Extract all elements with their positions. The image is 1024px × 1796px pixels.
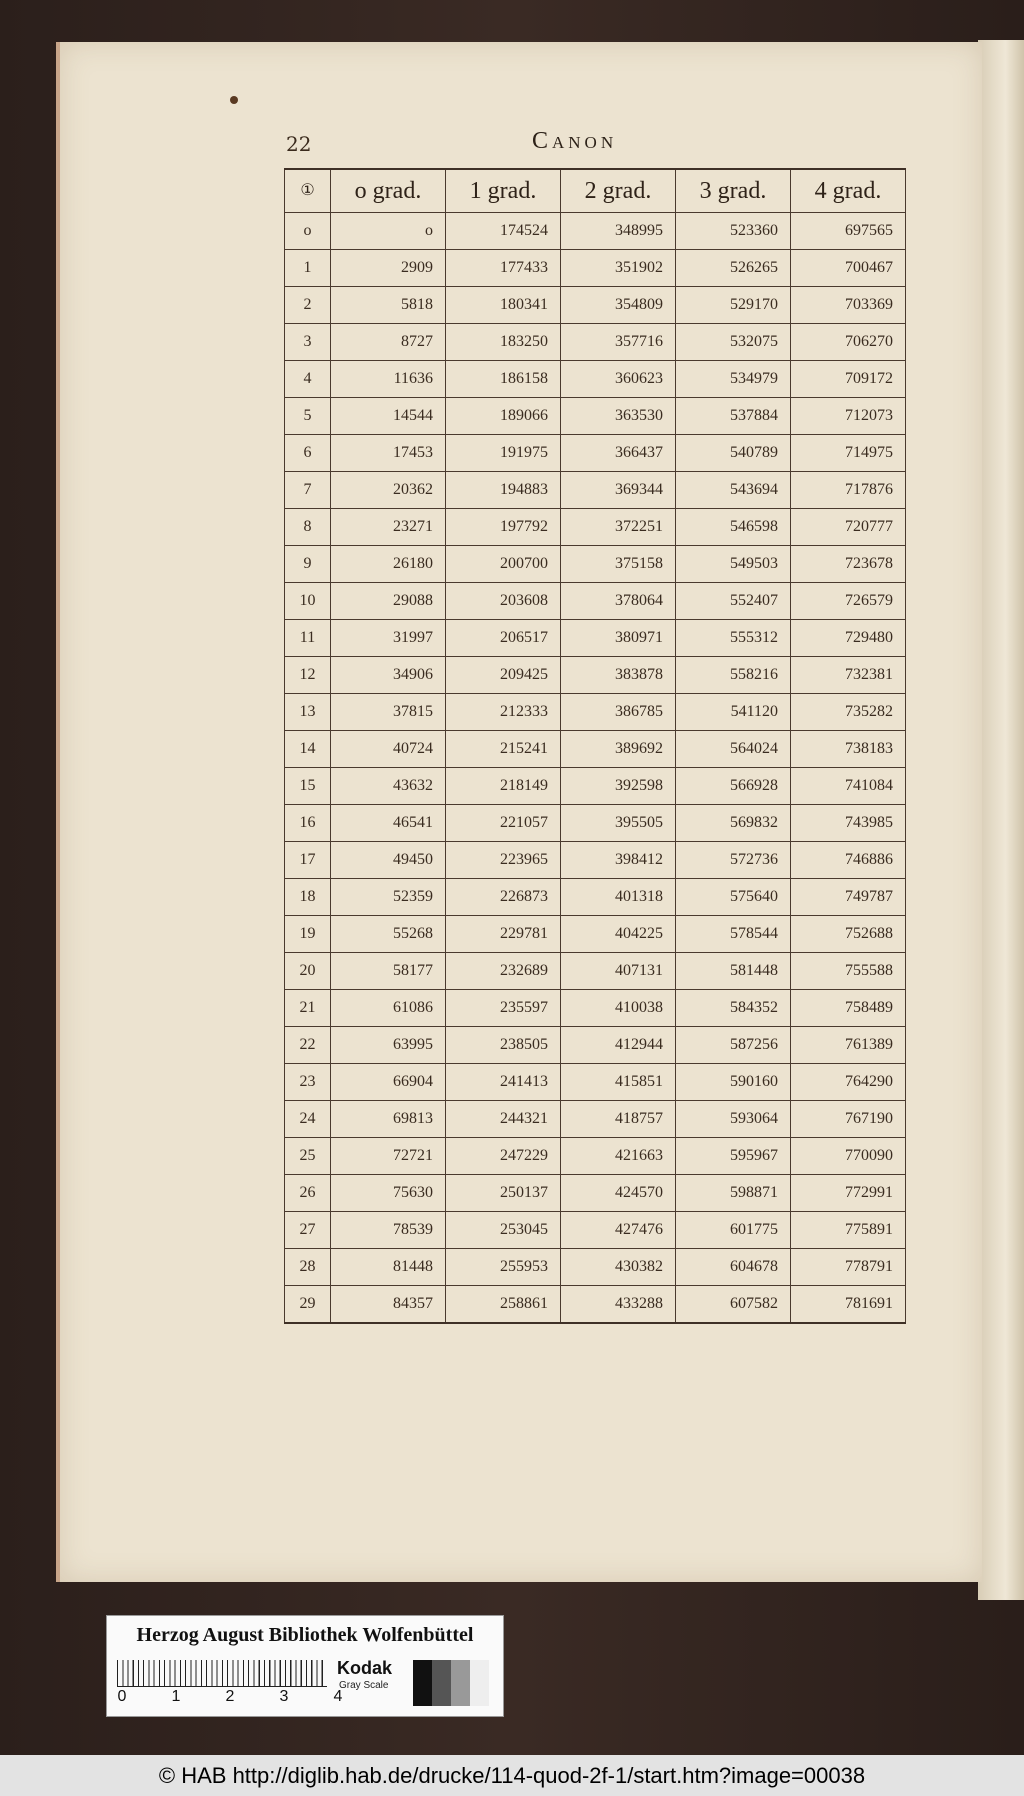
value-cell: 415851 xyxy=(561,1064,676,1101)
minute-cell: 13 xyxy=(285,694,331,731)
value-cell: 11636 xyxy=(331,361,446,398)
value-cell: 767190 xyxy=(791,1101,906,1138)
value-cell: 357716 xyxy=(561,324,676,361)
value-cell: 380971 xyxy=(561,620,676,657)
value-cell: 58177 xyxy=(331,953,446,990)
value-cell: 34906 xyxy=(331,657,446,694)
table-row xyxy=(285,990,906,1027)
table-row xyxy=(285,583,906,620)
value-cell: 186158 xyxy=(446,361,561,398)
ruler-number: 1 xyxy=(171,1688,181,1705)
table-row xyxy=(285,805,906,842)
value-cell: 215241 xyxy=(446,731,561,768)
value-cell: 63995 xyxy=(331,1027,446,1064)
value-cell: 354809 xyxy=(561,287,676,324)
value-cell: 49450 xyxy=(331,842,446,879)
value-cell: 389692 xyxy=(561,731,676,768)
table-row xyxy=(285,250,906,287)
minute-cell: 1 xyxy=(285,250,331,287)
minute-cell: 21 xyxy=(285,990,331,1027)
value-cell: 537884 xyxy=(676,398,791,435)
value-cell: 197792 xyxy=(446,509,561,546)
gray-scale-label: Gray Scale xyxy=(339,1680,389,1691)
value-cell: 421663 xyxy=(561,1138,676,1175)
minute-cell: 22 xyxy=(285,1027,331,1064)
ruler-number: 4 xyxy=(333,1688,343,1705)
value-cell: 183250 xyxy=(446,324,561,361)
value-cell: 398412 xyxy=(561,842,676,879)
column-header: 4 grad. xyxy=(791,169,906,213)
value-cell: 572736 xyxy=(676,842,791,879)
value-cell: 709172 xyxy=(791,361,906,398)
value-cell: 584352 xyxy=(676,990,791,1027)
running-title: Canon xyxy=(532,128,618,154)
value-cell: 772991 xyxy=(791,1175,906,1212)
value-cell: 781691 xyxy=(791,1286,906,1324)
value-cell: 378064 xyxy=(561,583,676,620)
table-row xyxy=(285,213,906,250)
value-cell: 401318 xyxy=(561,879,676,916)
value-cell: 549503 xyxy=(676,546,791,583)
minute-cell: 25 xyxy=(285,1138,331,1175)
value-cell: 258861 xyxy=(446,1286,561,1324)
value-cell: 209425 xyxy=(446,657,561,694)
value-cell: 348995 xyxy=(561,213,676,250)
value-cell: 526265 xyxy=(676,250,791,287)
value-cell: 366437 xyxy=(561,435,676,472)
minute-cell: 14 xyxy=(285,731,331,768)
table-row xyxy=(285,620,906,657)
value-cell: 78539 xyxy=(331,1212,446,1249)
ruler-number: 2 xyxy=(225,1688,235,1705)
kodak-logo: Kodak xyxy=(337,1658,393,1678)
value-cell: 20362 xyxy=(331,472,446,509)
value-cell: 180341 xyxy=(446,287,561,324)
column-header: 1 grad. xyxy=(446,169,561,213)
column-header: 2 grad. xyxy=(561,169,676,213)
table-row xyxy=(285,1138,906,1175)
minute-cell: 18 xyxy=(285,879,331,916)
value-cell: 752688 xyxy=(791,916,906,953)
value-cell: 746886 xyxy=(791,842,906,879)
minute-cell: 9 xyxy=(285,546,331,583)
value-cell: 424570 xyxy=(561,1175,676,1212)
value-cell: 37815 xyxy=(331,694,446,731)
table-row xyxy=(285,435,906,472)
value-cell: 601775 xyxy=(676,1212,791,1249)
value-cell: 726579 xyxy=(791,583,906,620)
value-cell: 351902 xyxy=(561,250,676,287)
value-cell: 72721 xyxy=(331,1138,446,1175)
value-cell: 764290 xyxy=(791,1064,906,1101)
minute-cell: 28 xyxy=(285,1249,331,1286)
minute-cell: 5 xyxy=(285,398,331,435)
value-cell: 203608 xyxy=(446,583,561,620)
value-cell: 703369 xyxy=(791,287,906,324)
value-cell: 541120 xyxy=(676,694,791,731)
minute-cell: 20 xyxy=(285,953,331,990)
table-row xyxy=(285,509,906,546)
table-row xyxy=(285,1286,906,1324)
value-cell: 229781 xyxy=(446,916,561,953)
footer-bar xyxy=(0,1755,1024,1796)
minute-cell: 2 xyxy=(285,287,331,324)
value-cell: 52359 xyxy=(331,879,446,916)
value-cell: 604678 xyxy=(676,1249,791,1286)
ruler-number: 0 xyxy=(117,1688,127,1705)
table-row xyxy=(285,694,906,731)
value-cell: 404225 xyxy=(561,916,676,953)
minute-cell: 7 xyxy=(285,472,331,509)
table-body xyxy=(285,213,906,1324)
value-cell: 697565 xyxy=(791,213,906,250)
value-cell: 177433 xyxy=(446,250,561,287)
value-cell: 523360 xyxy=(676,213,791,250)
value-cell: 386785 xyxy=(561,694,676,731)
value-cell: 430382 xyxy=(561,1249,676,1286)
value-cell: 232689 xyxy=(446,953,561,990)
value-cell: 410038 xyxy=(561,990,676,1027)
minute-cell: 29 xyxy=(285,1286,331,1324)
minute-cell: 26 xyxy=(285,1175,331,1212)
value-cell: 81448 xyxy=(331,1249,446,1286)
value-cell: 749787 xyxy=(791,879,906,916)
table-row xyxy=(285,472,906,509)
library-name: Herzog August Bibliothek Wolfenbüttel xyxy=(136,1624,474,1646)
minute-cell: 17 xyxy=(285,842,331,879)
value-cell: 221057 xyxy=(446,805,561,842)
table-row xyxy=(285,287,906,324)
value-cell: 226873 xyxy=(446,879,561,916)
value-cell: 706270 xyxy=(791,324,906,361)
value-cell: 194883 xyxy=(446,472,561,509)
minute-cell: 24 xyxy=(285,1101,331,1138)
table-row xyxy=(285,879,906,916)
table-row xyxy=(285,398,906,435)
value-cell: 43632 xyxy=(331,768,446,805)
value-cell: 5818 xyxy=(331,287,446,324)
minute-cell: 16 xyxy=(285,805,331,842)
value-cell: 720777 xyxy=(791,509,906,546)
value-cell: 755588 xyxy=(791,953,906,990)
value-cell: 372251 xyxy=(561,509,676,546)
value-cell: 247229 xyxy=(446,1138,561,1175)
value-cell: 595967 xyxy=(676,1138,791,1175)
value-cell: 738183 xyxy=(791,731,906,768)
value-cell: 587256 xyxy=(676,1027,791,1064)
value-cell: 383878 xyxy=(561,657,676,694)
value-cell: 758489 xyxy=(791,990,906,1027)
value-cell: 223965 xyxy=(446,842,561,879)
ruler-numbers xyxy=(115,1688,345,1706)
value-cell: 55268 xyxy=(331,916,446,953)
canon-table xyxy=(284,168,906,1324)
value-cell: 191975 xyxy=(446,435,561,472)
value-cell: 26180 xyxy=(331,546,446,583)
value-cell: 546598 xyxy=(676,509,791,546)
value-cell: 578544 xyxy=(676,916,791,953)
value-cell: 200700 xyxy=(446,546,561,583)
ink-spot xyxy=(230,96,238,104)
minute-cell: 3 xyxy=(285,324,331,361)
value-cell: 212333 xyxy=(446,694,561,731)
gray-patches xyxy=(413,1660,489,1706)
minute-cell: 19 xyxy=(285,916,331,953)
column-header: o grad. xyxy=(331,169,446,213)
value-cell: 593064 xyxy=(676,1101,791,1138)
value-cell: 29088 xyxy=(331,583,446,620)
minute-cell: o xyxy=(285,213,331,250)
table-row xyxy=(285,1175,906,1212)
value-cell: 206517 xyxy=(446,620,561,657)
value-cell: 255953 xyxy=(446,1249,561,1286)
value-cell: 23271 xyxy=(331,509,446,546)
minute-cell: 4 xyxy=(285,361,331,398)
value-cell: 735282 xyxy=(791,694,906,731)
minute-cell: 27 xyxy=(285,1212,331,1249)
value-cell: 84357 xyxy=(331,1286,446,1324)
value-cell: 61086 xyxy=(331,990,446,1027)
ruler-number: 3 xyxy=(279,1688,289,1705)
value-cell: 598871 xyxy=(676,1175,791,1212)
value-cell: 732381 xyxy=(791,657,906,694)
value-cell: o xyxy=(331,213,446,250)
value-cell: 250137 xyxy=(446,1175,561,1212)
value-cell: 575640 xyxy=(676,879,791,916)
table-row xyxy=(285,1027,906,1064)
color-calibration-card xyxy=(106,1615,504,1717)
value-cell: 218149 xyxy=(446,768,561,805)
value-cell: 31997 xyxy=(331,620,446,657)
value-cell: 253045 xyxy=(446,1212,561,1249)
minute-cell: 8 xyxy=(285,509,331,546)
value-cell: 238505 xyxy=(446,1027,561,1064)
value-cell: 534979 xyxy=(676,361,791,398)
value-cell: 532075 xyxy=(676,324,791,361)
value-cell: 235597 xyxy=(446,990,561,1027)
minute-cell: 23 xyxy=(285,1064,331,1101)
value-cell: 729480 xyxy=(791,620,906,657)
copyright-credit: © HAB http://diglib.hab.de/drucke/114-quod-2f-1/start.htm?image=00038 xyxy=(158,1762,866,1788)
table-row xyxy=(285,916,906,953)
value-cell: 775891 xyxy=(791,1212,906,1249)
value-cell: 743985 xyxy=(791,805,906,842)
sine-table xyxy=(284,168,906,1324)
minute-cell: 12 xyxy=(285,657,331,694)
value-cell: 363530 xyxy=(561,398,676,435)
value-cell: 555312 xyxy=(676,620,791,657)
table-row xyxy=(285,1212,906,1249)
table-row xyxy=(285,546,906,583)
value-cell: 14544 xyxy=(331,398,446,435)
value-cell: 407131 xyxy=(561,953,676,990)
scale-ruler xyxy=(117,1660,327,1687)
table-row xyxy=(285,324,906,361)
value-cell: 700467 xyxy=(791,250,906,287)
table-row xyxy=(285,657,906,694)
value-cell: 69813 xyxy=(331,1101,446,1138)
value-cell: 244321 xyxy=(446,1101,561,1138)
value-cell: 241413 xyxy=(446,1064,561,1101)
value-cell: 418757 xyxy=(561,1101,676,1138)
value-cell: 543694 xyxy=(676,472,791,509)
facing-page-edge xyxy=(978,40,1024,1600)
value-cell: 427476 xyxy=(561,1212,676,1249)
minute-cell: 10 xyxy=(285,583,331,620)
minute-cell: 6 xyxy=(285,435,331,472)
value-cell: 566928 xyxy=(676,768,791,805)
value-cell: 558216 xyxy=(676,657,791,694)
value-cell: 369344 xyxy=(561,472,676,509)
value-cell: 360623 xyxy=(561,361,676,398)
table-row xyxy=(285,1101,906,1138)
value-cell: 778791 xyxy=(791,1249,906,1286)
value-cell: 552407 xyxy=(676,583,791,620)
table-row xyxy=(285,953,906,990)
value-cell: 590160 xyxy=(676,1064,791,1101)
table-row xyxy=(285,768,906,805)
table-row xyxy=(285,1064,906,1101)
value-cell: 433288 xyxy=(561,1286,676,1324)
corner-symbol: ① xyxy=(285,169,331,213)
value-cell: 529170 xyxy=(676,287,791,324)
table-header-row xyxy=(285,169,906,213)
column-header: 3 grad. xyxy=(676,169,791,213)
value-cell: 581448 xyxy=(676,953,791,990)
table-row xyxy=(285,1249,906,1286)
table-row xyxy=(285,361,906,398)
value-cell: 75630 xyxy=(331,1175,446,1212)
page-header xyxy=(284,128,904,160)
minute-cell: 11 xyxy=(285,620,331,657)
value-cell: 607582 xyxy=(676,1286,791,1324)
value-cell: 392598 xyxy=(561,768,676,805)
value-cell: 714975 xyxy=(791,435,906,472)
value-cell: 717876 xyxy=(791,472,906,509)
value-cell: 46541 xyxy=(331,805,446,842)
value-cell: 540789 xyxy=(676,435,791,472)
value-cell: 564024 xyxy=(676,731,791,768)
value-cell: 412944 xyxy=(561,1027,676,1064)
table-row xyxy=(285,842,906,879)
value-cell: 761389 xyxy=(791,1027,906,1064)
value-cell: 569832 xyxy=(676,805,791,842)
value-cell: 174524 xyxy=(446,213,561,250)
value-cell: 770090 xyxy=(791,1138,906,1175)
value-cell: 66904 xyxy=(331,1064,446,1101)
value-cell: 741084 xyxy=(791,768,906,805)
value-cell: 189066 xyxy=(446,398,561,435)
value-cell: 712073 xyxy=(791,398,906,435)
page-number: 22 xyxy=(286,132,312,156)
value-cell: 2909 xyxy=(331,250,446,287)
minute-cell: 15 xyxy=(285,768,331,805)
value-cell: 8727 xyxy=(331,324,446,361)
value-cell: 395505 xyxy=(561,805,676,842)
table-row xyxy=(285,731,906,768)
value-cell: 40724 xyxy=(331,731,446,768)
value-cell: 723678 xyxy=(791,546,906,583)
value-cell: 17453 xyxy=(331,435,446,472)
value-cell: 375158 xyxy=(561,546,676,583)
